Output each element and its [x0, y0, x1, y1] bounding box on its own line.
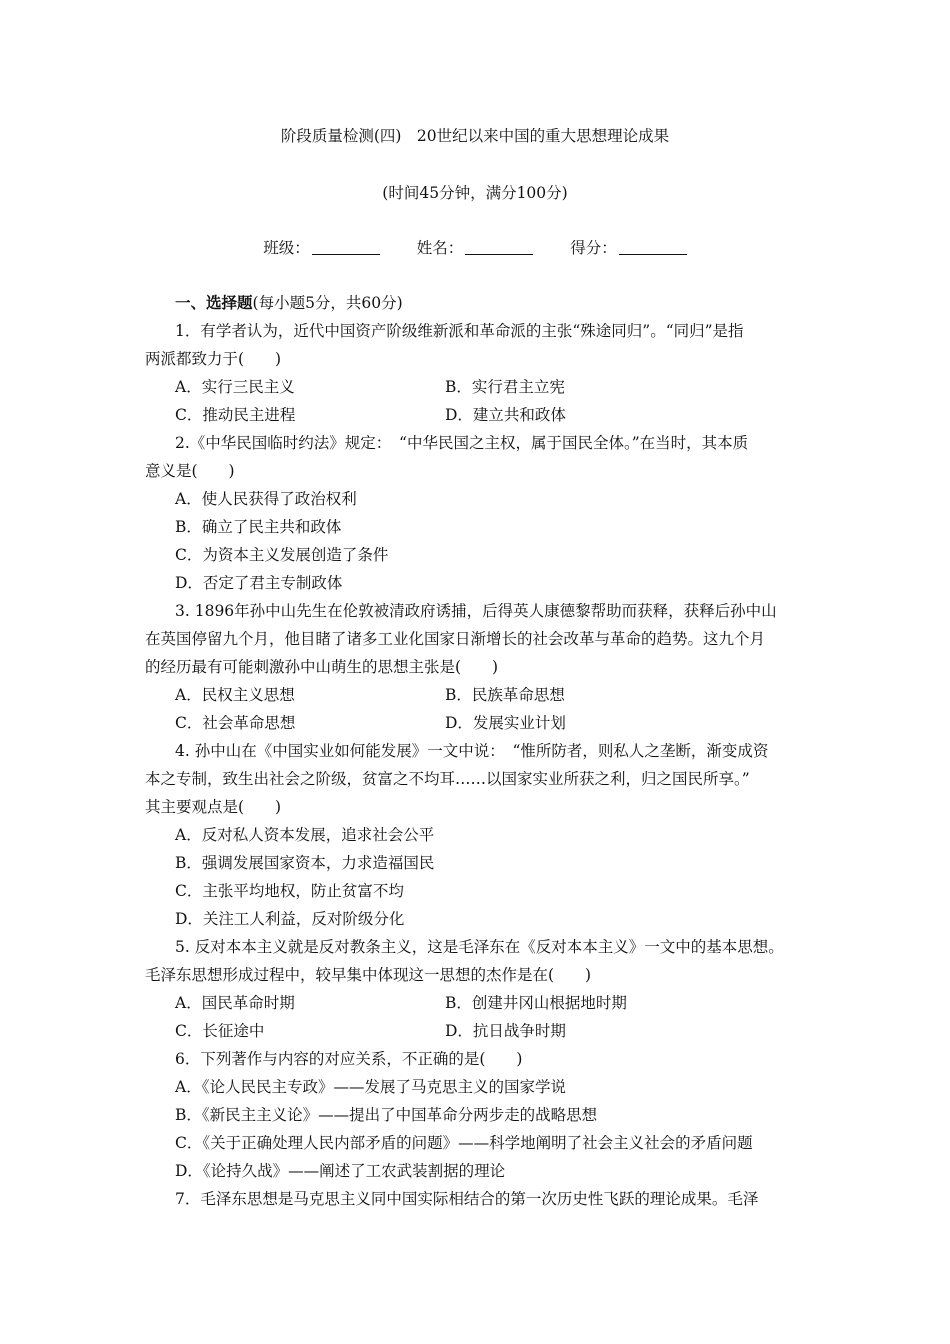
- question-2-stem-cont: 意义是( ): [145, 462, 235, 480]
- option-2a[interactable]: A．使人民获得了政治权利: [175, 490, 357, 508]
- question-3-stem: 3. 1896年孙中山先生在伦敦被清政府诱捕，后得英人康德黎帮助而获释，获释后孙中山: [175, 602, 777, 620]
- option-4d[interactable]: D．关注工人利益，反对阶级分化: [175, 910, 405, 928]
- score-blank[interactable]: [619, 240, 687, 255]
- option-6a[interactable]: A．《论人民民主专政》——发展了马克思主义的国家学说: [175, 1078, 566, 1096]
- class-label: 班级：: [263, 239, 310, 257]
- question-1-stem-cont: 两派都致力于( ): [145, 350, 282, 368]
- option-4b[interactable]: B．强调发展国家资本，力求造福国民: [175, 854, 435, 872]
- option-5d[interactable]: D．抗日战争时期: [445, 1022, 566, 1040]
- option-1c[interactable]: C．推动民主进程: [175, 406, 296, 424]
- name-blank[interactable]: [465, 240, 533, 255]
- option-1b[interactable]: B．实行君主立宪: [445, 378, 565, 396]
- option-3a[interactable]: A．民权主义思想: [175, 686, 295, 704]
- question-1-stem: 1．有学者认为，近代中国资产阶级维新派和革命派的主张“殊途同归”。“同归”是指: [175, 322, 744, 340]
- question-4-stem: 4. 孙中山在《中国实业如何能发展》一文中说： “惟所防者，则私人之垄断，渐变成资: [175, 742, 769, 760]
- option-4a[interactable]: A．反对私人资本发展，追求社会公平: [175, 826, 435, 844]
- option-5a[interactable]: A．国民革命时期: [175, 994, 295, 1012]
- option-6b[interactable]: B．《新民主主义论》——提出了中国革命分两步走的战略思想: [175, 1106, 598, 1124]
- question-3-stem-cont: 的经历最有可能刺激孙中山萌生的思想主张是( ): [145, 658, 499, 676]
- question-7-stem: 7．毛泽东思想是马克思主义同中国实际相结合的第一次历史性飞跃的理论成果。毛泽: [175, 1190, 759, 1208]
- option-4c[interactable]: C．主张平均地权，防止贫富不均: [175, 882, 404, 900]
- class-field: [263, 236, 380, 258]
- question-4-stem-cont: 其主要观点是( ): [145, 798, 282, 816]
- section-title: 一、选择题: [175, 293, 253, 312]
- option-5c[interactable]: C．长征途中: [175, 1022, 265, 1040]
- section-note: (每小题5分，共60分): [252, 294, 403, 312]
- page-subtitle: (时间45分钟，满分100分): [382, 184, 568, 202]
- section-heading: [175, 291, 403, 313]
- question-2-stem: 2.《中华民国临时约法》规定： “中华民国之主权，属于国民全体。”在当时，其本质: [175, 434, 749, 452]
- option-1a[interactable]: A．实行三民主义: [175, 378, 295, 396]
- option-3c[interactable]: C．社会革命思想: [175, 714, 296, 732]
- name-label: 姓名：: [416, 239, 464, 257]
- name-field: [417, 236, 534, 258]
- option-3b[interactable]: B．民族革命思想: [445, 686, 565, 704]
- option-5b[interactable]: B．创建井冈山根据地时期: [445, 994, 627, 1012]
- score-field: [570, 236, 687, 258]
- option-1d[interactable]: D．建立共和政体: [445, 406, 566, 424]
- page-title: 阶段质量检测(四) 20世纪以来中国的重大思想理论成果: [280, 127, 670, 145]
- student-info: [0, 236, 950, 258]
- option-6d[interactable]: D．《论持久战》——阐述了工农武装割据的理论: [175, 1162, 506, 1180]
- question-4-stem-cont: 本之专制，致生出社会之阶级，贫富之不均耳……以国家实业所获之利，归之国民所享。”: [145, 770, 750, 788]
- score-label: 得分：: [570, 239, 617, 257]
- option-2b[interactable]: B．确立了民主共和政体: [175, 518, 342, 536]
- question-5-stem: 5. 反对本本主义就是反对教条主义，这是毛泽东在《反对本本主义》一文中的基本思想。: [175, 938, 784, 956]
- option-2d[interactable]: D．否定了君主专制政体: [175, 574, 343, 592]
- question-6-stem: 6．下列著作与内容的对应关系，不正确的是( ): [175, 1050, 523, 1068]
- class-blank[interactable]: [312, 240, 380, 255]
- option-6c[interactable]: C．《关于正确处理人民内部矛盾的问题》——科学地阐明了社会主义社会的矛盾问题: [175, 1134, 753, 1152]
- option-3d[interactable]: D．发展实业计划: [445, 714, 566, 732]
- option-2c[interactable]: C．为资本主义发展创造了条件: [175, 546, 389, 564]
- question-5-stem-cont: 毛泽东思想形成过程中，较早集中体现这一思想的杰作是在( ): [145, 966, 592, 984]
- question-3-stem-cont: 在英国停留九个月，他目睹了诸多工业化国家日渐增长的社会改革与革命的趋势。这九个月: [145, 630, 766, 648]
